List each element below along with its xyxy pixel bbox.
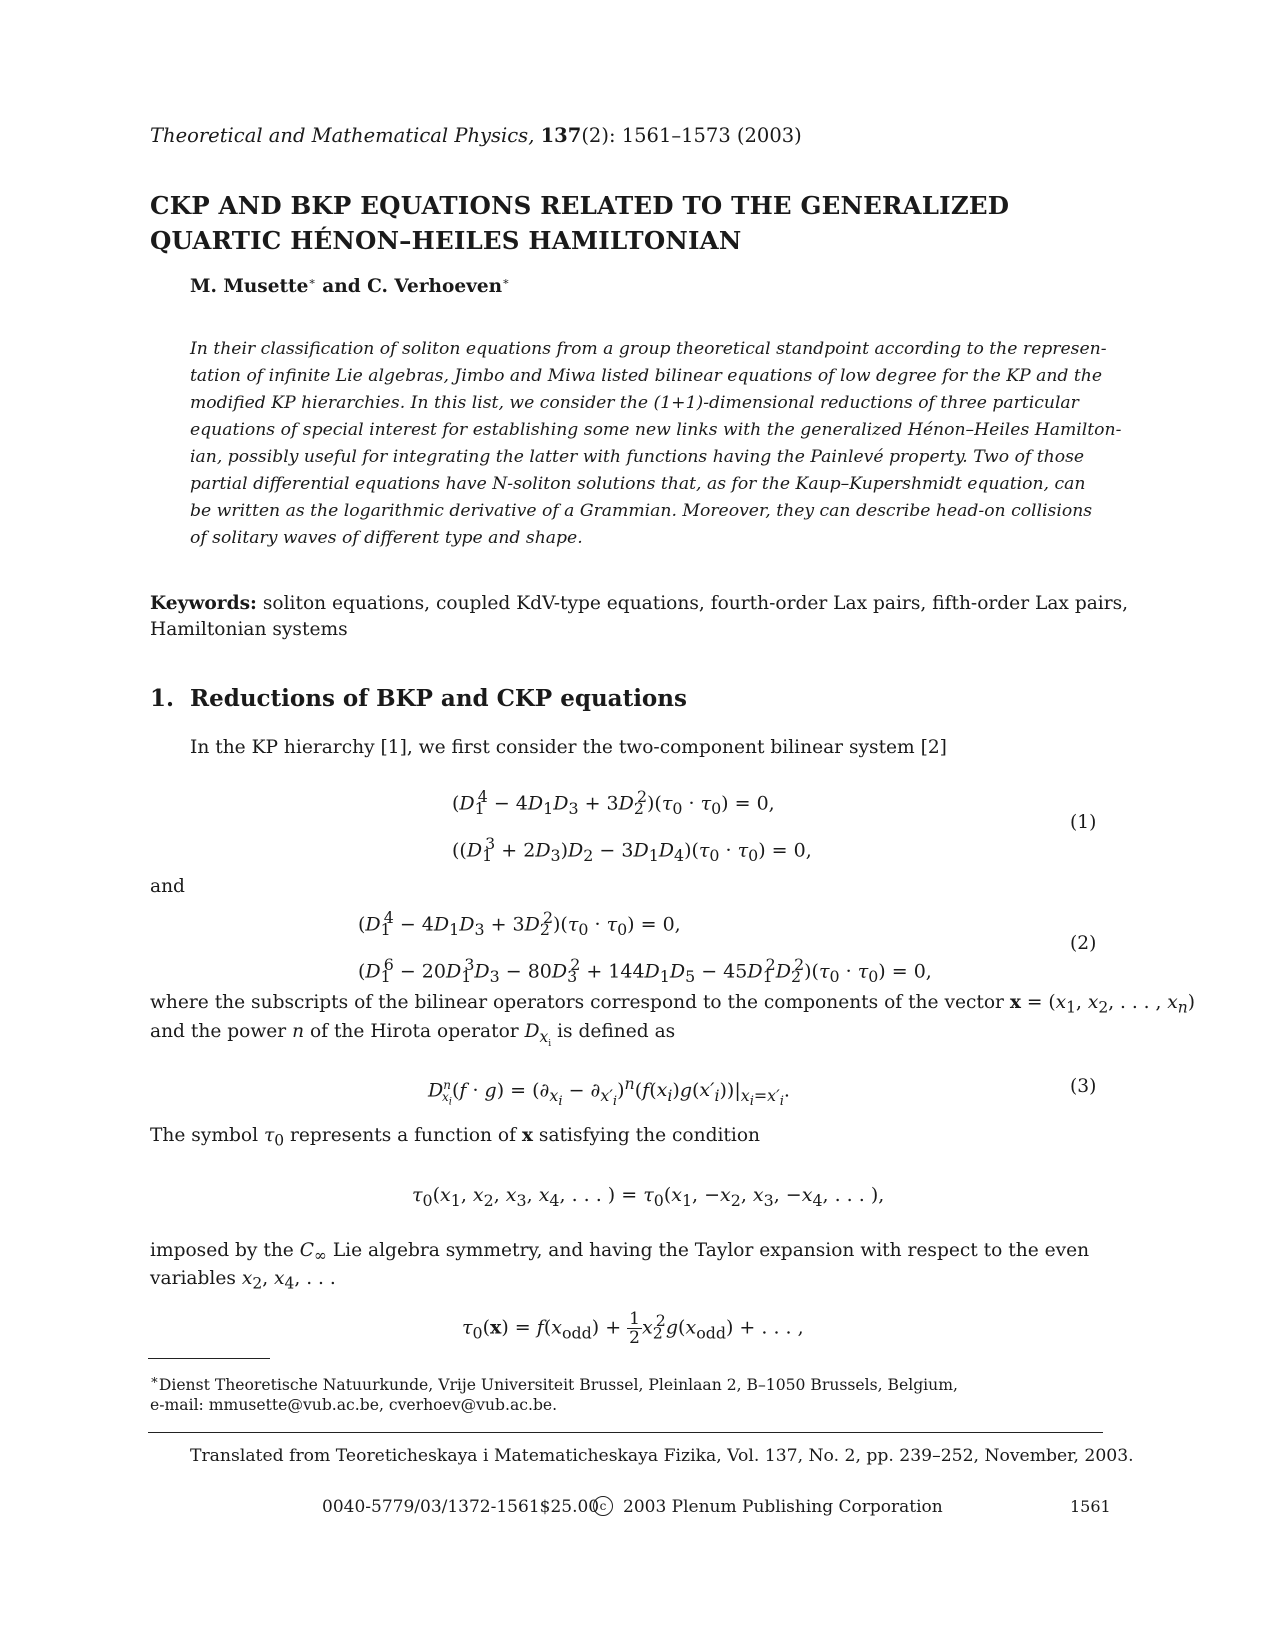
body-paragraph: In the KP hierarchy [1], we first consider the two-component bilinear system [2] bbox=[190, 737, 947, 758]
body-text: where the subscripts of the bilinear operators correspond to the components of the vector bbox=[150, 992, 1004, 1013]
equation-taylor: $\tau_0(x) = f(x_{odd})$ + $\frac{1}{2}$ $x_2^2g(x_{odd})$ + . . . , bbox=[462, 1309, 804, 1348]
body-text: of the Hirota operator bbox=[309, 1021, 519, 1042]
abstract bbox=[190, 336, 1122, 552]
journal-citation bbox=[150, 124, 802, 147]
equation-2b: $(D_1^6 - 20D_1^3D_3 - 80D_3^2 + 144D_1D_5 - 45D_1^2D_2^2)(\tau_0 \cdot \tau_0) = 0$, bbox=[358, 955, 932, 987]
body-text: satisfying the condition bbox=[538, 1125, 761, 1146]
page-number: 1561 bbox=[1070, 1497, 1111, 1516]
body-text: represents a function of bbox=[290, 1125, 516, 1146]
section-heading bbox=[150, 685, 687, 712]
abstract-line: of solitary waves of different type and shape. bbox=[190, 528, 583, 548]
footnote-rule bbox=[148, 1358, 270, 1359]
abstract-line: be written as the logarithmic derivative of a Grammian. Moreover, they can describe head-on collisions bbox=[190, 501, 1093, 521]
equation-3: $D^n_{x_i}(f \cdot g) = (\partial_{x_i} - \partial_{x'_i})^n(f(x_i)g(x'_i))|_{x_i=x'_i}$. bbox=[428, 1074, 790, 1110]
body-text: and the power bbox=[150, 1021, 287, 1042]
abstract-line: modified KP hierarchies. In this list, we consider the (1+1)-dimensional reductions of three particular bbox=[190, 393, 1079, 413]
abstract-line: ian, possibly useful for integrating the latter with functions having the Painlevé property. Two of those bbox=[190, 447, 1085, 467]
translation-note: Translated from Teoreticheskaya i Matematicheskaya Fizika, Vol. 137, No. 2, pp. 239–252, November, 2003. bbox=[190, 1446, 1134, 1466]
affiliation-mark: ∗ bbox=[502, 275, 510, 288]
keywords-text: soliton equations, coupled KdV-type equations, fourth-order Lax pairs, fifth-order Lax pairs, bbox=[262, 593, 1129, 614]
body-text: imposed by the bbox=[150, 1240, 294, 1261]
title-line: CKP AND BKP EQUATIONS RELATED TO THE GENERALIZED bbox=[150, 191, 1010, 220]
equation-number: (1) bbox=[1070, 812, 1097, 833]
keywords bbox=[150, 591, 1129, 643]
section-title: Reductions of BKP and CKP equations bbox=[190, 685, 687, 712]
footnote-text: e-mail: mmusette@vub.ac.be, cverhoev@vub.ac.be. bbox=[150, 1396, 558, 1414]
footnote-affiliation bbox=[150, 1373, 958, 1394]
affiliation-mark: ∗ bbox=[150, 1373, 159, 1388]
footnote-text: Dienst Theoretische Natuurkunde, Vrije Universiteit Brussel, Pleinlaan 2, B–1050 Brussels, Belgium, bbox=[158, 1376, 958, 1395]
body-paragraph: variables $x_2$, $x_4$, . . . bbox=[150, 1268, 336, 1293]
keywords-label: Keywords: bbox=[150, 593, 257, 614]
body-text: is defined as bbox=[557, 1021, 676, 1042]
author-name: M. Musette bbox=[190, 276, 309, 298]
equation-2a: $(D_1^4 - 4D_1D_3 + 3D_2^2)(\tau_0 \cdot \tau_0) = 0$, bbox=[358, 908, 681, 940]
paper-title bbox=[150, 188, 1009, 258]
copyright-icon: c bbox=[593, 1496, 613, 1516]
body-text: Lie algebra symmetry, and having the Taylor expansion with respect to the even bbox=[332, 1240, 1090, 1261]
body-paragraph: The symbol $\tau_0$ represents a function of x satisfying the condition bbox=[150, 1125, 761, 1150]
footer-issn: 0040-5779/03/1372-1561$25.00 bbox=[322, 1497, 600, 1517]
section-number: 1. bbox=[150, 685, 175, 712]
body-paragraph: where the subscripts of the bilinear operators correspond to the components of the vector $x = (x_1$, $x_2$, . . . , $x_n$) bbox=[150, 992, 1196, 1017]
equation-symmetry: $\tau_0(x_1$, $x_2$, $x_3$, $x_4$, . . . ) = $\tau_0(x_1$, $-x_2$, $x_3$, $-x_4$, . . . ), bbox=[412, 1184, 885, 1210]
equation-1a: $(D_1^4 - 4D_1D_3 + 3D_2^2)(\tau_0 \cdot \tau_0) = 0$, bbox=[452, 787, 775, 819]
abstract-line: In their classification of soliton equations from a group theoretical standpoint according to the represen- bbox=[190, 339, 1107, 359]
equation-1b: $((D_1^3 + 2D_3)D_2 - 3D_1D_4)(\tau_0 \cdot \tau_0) = 0$, bbox=[452, 834, 812, 866]
abstract-line: tation of infinite Lie algebras, Jimbo and Miwa listed bilinear equations of low degree for the KP and the bbox=[190, 366, 1103, 386]
affiliation-mark: ∗ bbox=[308, 275, 316, 288]
abstract-line: partial differential equations have N-soliton solutions that, as for the Kaup–Kupershmidt equation, can bbox=[190, 474, 1086, 494]
journal-volume: 137 bbox=[540, 124, 582, 147]
body-paragraph: imposed by the $C_\infty$ Lie algebra symmetry, and having the Taylor expansion with respect to the even bbox=[150, 1240, 1090, 1265]
equation-number: (3) bbox=[1070, 1076, 1097, 1097]
journal-name: Theoretical and Mathematical Physics, bbox=[150, 124, 535, 147]
author-list bbox=[190, 275, 510, 297]
body-text: variables bbox=[150, 1268, 236, 1289]
body-text: The symbol bbox=[150, 1125, 259, 1146]
journal-issue-pages: (2): 1561–1573 (2003) bbox=[581, 124, 802, 147]
author-name: C. Verhoeven bbox=[367, 276, 503, 298]
author-connector: and bbox=[322, 276, 361, 298]
divider bbox=[148, 1432, 1103, 1433]
body-text: and bbox=[150, 876, 185, 897]
title-line: QUARTIC HÉNON–HEILES HAMILTONIAN bbox=[150, 226, 742, 255]
equation-number: (2) bbox=[1070, 933, 1097, 954]
keywords-text: Hamiltonian systems bbox=[150, 619, 348, 640]
abstract-line: equations of special interest for establishing some new links with the generalized Hénon–Heiles Hamilton- bbox=[190, 420, 1122, 440]
body-paragraph: and the power n of the Hirota operator $D_{x_i}$ is defined as bbox=[150, 1021, 676, 1049]
footer-publisher: 2003 Plenum Publishing Corporation bbox=[623, 1497, 943, 1517]
